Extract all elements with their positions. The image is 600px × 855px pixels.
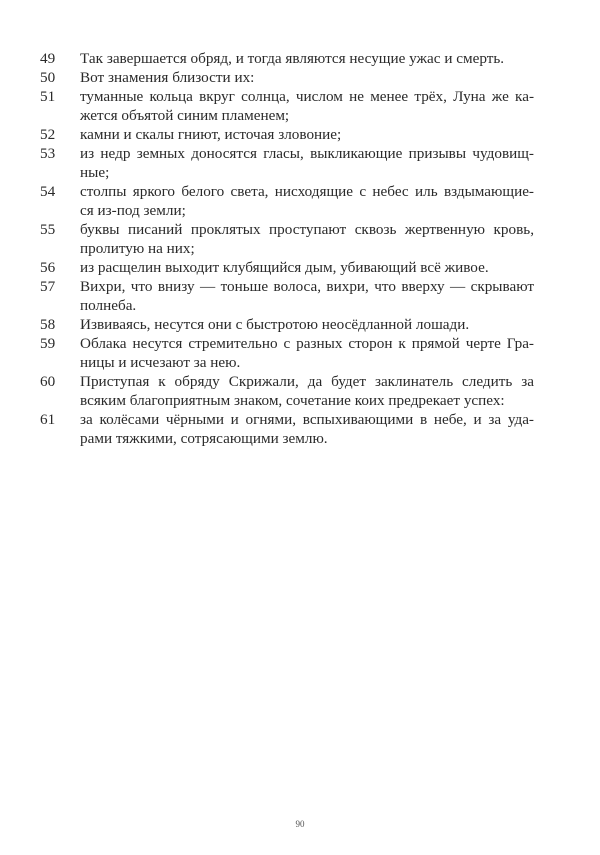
verse-text — [80, 334, 534, 372]
verse-line: из расщелин выходит клубящийся дым, убивающий всё живое. — [80, 259, 489, 276]
verse-line: столпы яркого белого света, нисходящие с небес иль вздымающие- — [80, 183, 534, 200]
verse-text — [80, 277, 534, 315]
verse-50 — [40, 68, 534, 87]
verse-text — [80, 144, 534, 182]
verse-60 — [40, 372, 534, 410]
verse-line: Вихри, что внизу — тоньше волоса, вихри, что вверху — скрывают — [80, 278, 534, 295]
verse-54 — [40, 182, 534, 220]
verse-line: ницы и исчезают за нею. — [80, 354, 241, 371]
page-body — [40, 49, 534, 448]
verse-58 — [40, 315, 534, 334]
verse-number: 57 — [40, 278, 56, 295]
verse-line: из недр земных доносятся гласы, выкликающие призывы чудовищ- — [80, 145, 534, 162]
verse-line: ся из-под земли; — [80, 202, 186, 219]
verse-line: Так завершается обряд, и тогда являются несущие ужас и смерть. — [80, 50, 505, 67]
verse-number: 58 — [40, 316, 56, 333]
verse-line: рами тяжкими, сотрясающими землю. — [80, 430, 328, 447]
verse-line: Извиваясь, несутся они с быстротою неосёдланной лошади. — [80, 316, 470, 333]
verse-61 — [40, 410, 534, 448]
verse-line: пролитую на них; — [80, 240, 195, 257]
verse-56 — [40, 258, 534, 277]
verse-line: камни и скалы гниют, источая зловоние; — [80, 126, 342, 143]
verse-number: 59 — [40, 335, 56, 352]
verse-line: туманные кольца вкруг солнца, числом не менее трёх, Луна же ка- — [80, 88, 534, 105]
verse-49 — [40, 49, 534, 68]
verse-number: 55 — [40, 221, 56, 238]
verse-line: за колёсами чёрными и огнями, вспыхивающими в небе, и за уда- — [80, 411, 534, 428]
verse-text — [80, 410, 534, 448]
verse-number: 61 — [40, 411, 56, 428]
verse-text — [80, 87, 534, 125]
verse-line: полнеба. — [80, 297, 137, 314]
verse-number: 60 — [40, 373, 56, 390]
verse-number: 50 — [40, 69, 56, 86]
verse-number: 56 — [40, 259, 56, 276]
verse-51 — [40, 87, 534, 125]
verse-text — [80, 258, 534, 277]
verse-line: ные; — [80, 164, 110, 181]
verse-line: Облака несутся стремительно с разных сторон к прямой черте Гра- — [80, 335, 534, 352]
verse-number: 53 — [40, 145, 56, 162]
verse-number: 52 — [40, 126, 56, 143]
verse-line: всяким благоприятным знаком, сочетание коих предрекает успех: — [80, 392, 505, 409]
verse-52 — [40, 125, 534, 144]
verse-line: Приступая к обряду Скрижали, да будет заклинатель следить за — [80, 373, 534, 390]
verse-number: 49 — [40, 50, 56, 67]
verse-number: 51 — [40, 88, 56, 105]
verse-number: 54 — [40, 183, 56, 200]
verse-line: буквы писаний проклятых проступают сквозь жертвенную кровь, — [80, 221, 534, 238]
verse-59 — [40, 334, 534, 372]
verse-text — [80, 68, 534, 87]
verse-text — [80, 125, 534, 144]
verse-text — [80, 182, 534, 220]
verse-text — [80, 49, 534, 68]
verse-text — [80, 220, 534, 258]
verse-57 — [40, 277, 534, 315]
verse-55 — [40, 220, 534, 258]
page-number: 90 — [295, 819, 305, 829]
verse-text — [80, 315, 534, 334]
verse-line: жется объятой синим пламенем; — [80, 107, 290, 124]
verse-text — [80, 372, 534, 410]
verse-line: Вот знамения близости их: — [80, 69, 255, 86]
verse-53 — [40, 144, 534, 182]
